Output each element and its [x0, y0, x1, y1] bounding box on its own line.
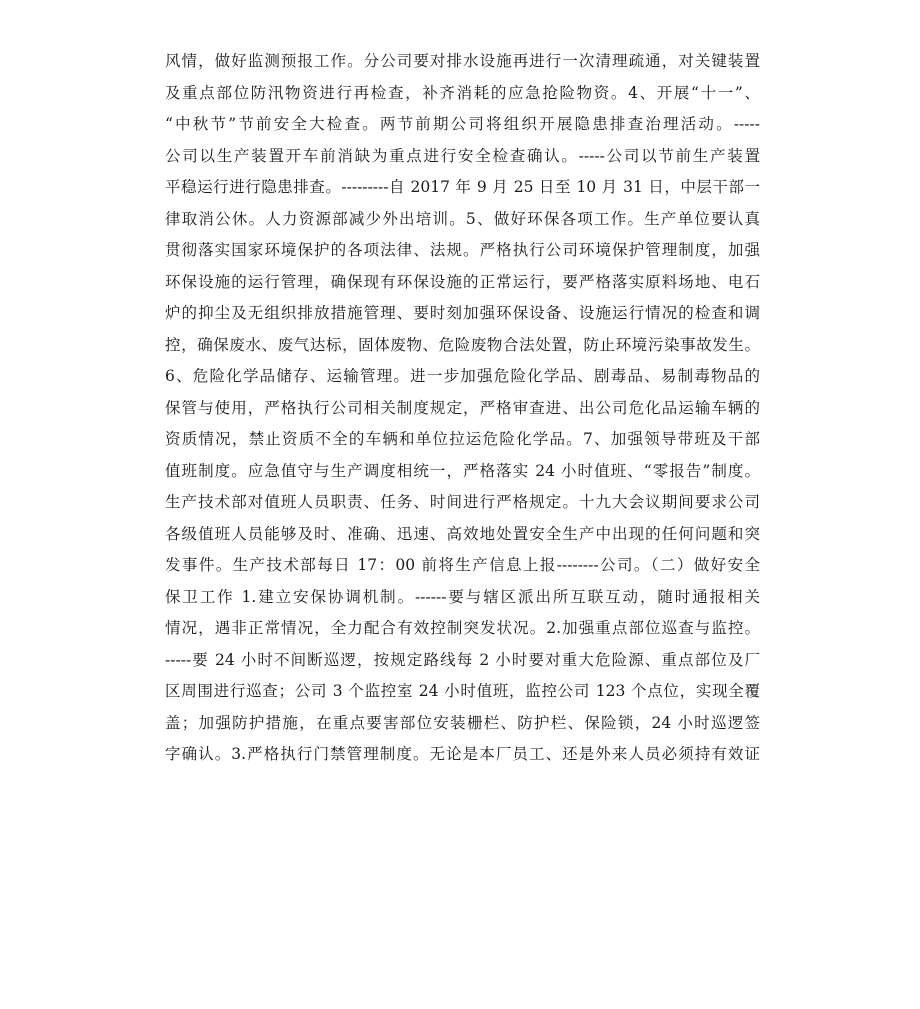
text-line: 值班制度。应急值守与生产调度相统一，严格落实 24 小时值班、“零报告”制度。	[165, 461, 760, 480]
text-line: 公司以生产装置开车前消缺为重点进行安全检查确认。-----公司以节前生产装置	[165, 146, 760, 165]
text-line: “中秋节”节前安全大检查。两节前期公司将组织开展隐患排查治理活动。-----	[165, 115, 760, 133]
text-line: 贯彻落实国家环境保护的各项法律、法规。严格执行公司环境保护管理制度，加强	[165, 241, 760, 259]
text-line: 律取消公休。人力资源部减少外出培训。5、做好环保各项工作。生产单位要认真	[165, 209, 760, 228]
text-line: 保管与使用，严格执行公司相关制度规定，严格审查进、出公司危化品运输车辆的	[165, 398, 760, 417]
text-line: 炉的抑尘及无组织排放措施管理、要时刻加强环保设备、设施运行情况的检查和调	[165, 304, 760, 322]
text-line: 及重点部位防汛物资进行再检查，补齐消耗的应急抢险物资。4、开展“十一”、	[165, 83, 760, 102]
text-line: -----要 24 小时不间断巡逻，按规定路线每 2 小时要对重大危险源、重点部位及厂	[165, 650, 760, 669]
text-line: 平稳运行进行隐患排查。---------自 2017 年 9 月 25 日至 10 月 31 日，中层干部一	[165, 178, 760, 196]
text-line: 风情，做好监测预报工作。分公司要对排水设施再进行一次清理疏通，对关键装置	[165, 52, 760, 70]
text-line: 6、危险化学品储存、运输管理。进一步加强危险化学品、剧毒品、易制毒物品的	[165, 367, 760, 385]
text-line: 保卫工作 1.建立安保协调机制。------要与辖区派出所互联互动，随时通报相关	[165, 587, 760, 606]
text-line: 情况，遇非正常情况，全力配合有效控制突发状况。2.加强重点部位巡查与监控。	[165, 619, 760, 637]
text-line: 盖；加强防护措施，在重点要害部位安装栅栏、防护栏、保险锁，24 小时巡逻签	[165, 713, 760, 732]
text-line: 生产技术部对值班人员职责、任务、时间进行严格规定。十九大会议期间要求公司	[165, 493, 760, 511]
body-text	[165, 46, 760, 771]
text-line: 发事件。生产技术部每日 17：00 前将生产信息上报--------公司。（二）做好安全	[165, 556, 760, 574]
text-line: 控，确保废水、废气达标，固体废物、危险废物合法处置，防止环境污染事故发生。	[165, 335, 760, 354]
text-line: 各级值班人员能够及时、准确、迅速、高效地处置安全生产中出现的任何问题和突	[165, 524, 760, 543]
text-line: 环保设施的运行管理，确保现有环保设施的正常运行，要严格落实原料场地、电石	[165, 272, 760, 291]
text-line: 资质情况，禁止资质不全的车辆和单位拉运危险化学品。7、加强领导带班及干部	[165, 430, 760, 448]
text-line: 区周围进行巡查；公司 3 个监控室 24 小时值班，监控公司 123 个点位，实现全覆	[165, 682, 760, 700]
text-line: 字确认。3.严格执行门禁管理制度。无论是本厂员工、还是外来人员必须持有效证	[165, 745, 760, 763]
